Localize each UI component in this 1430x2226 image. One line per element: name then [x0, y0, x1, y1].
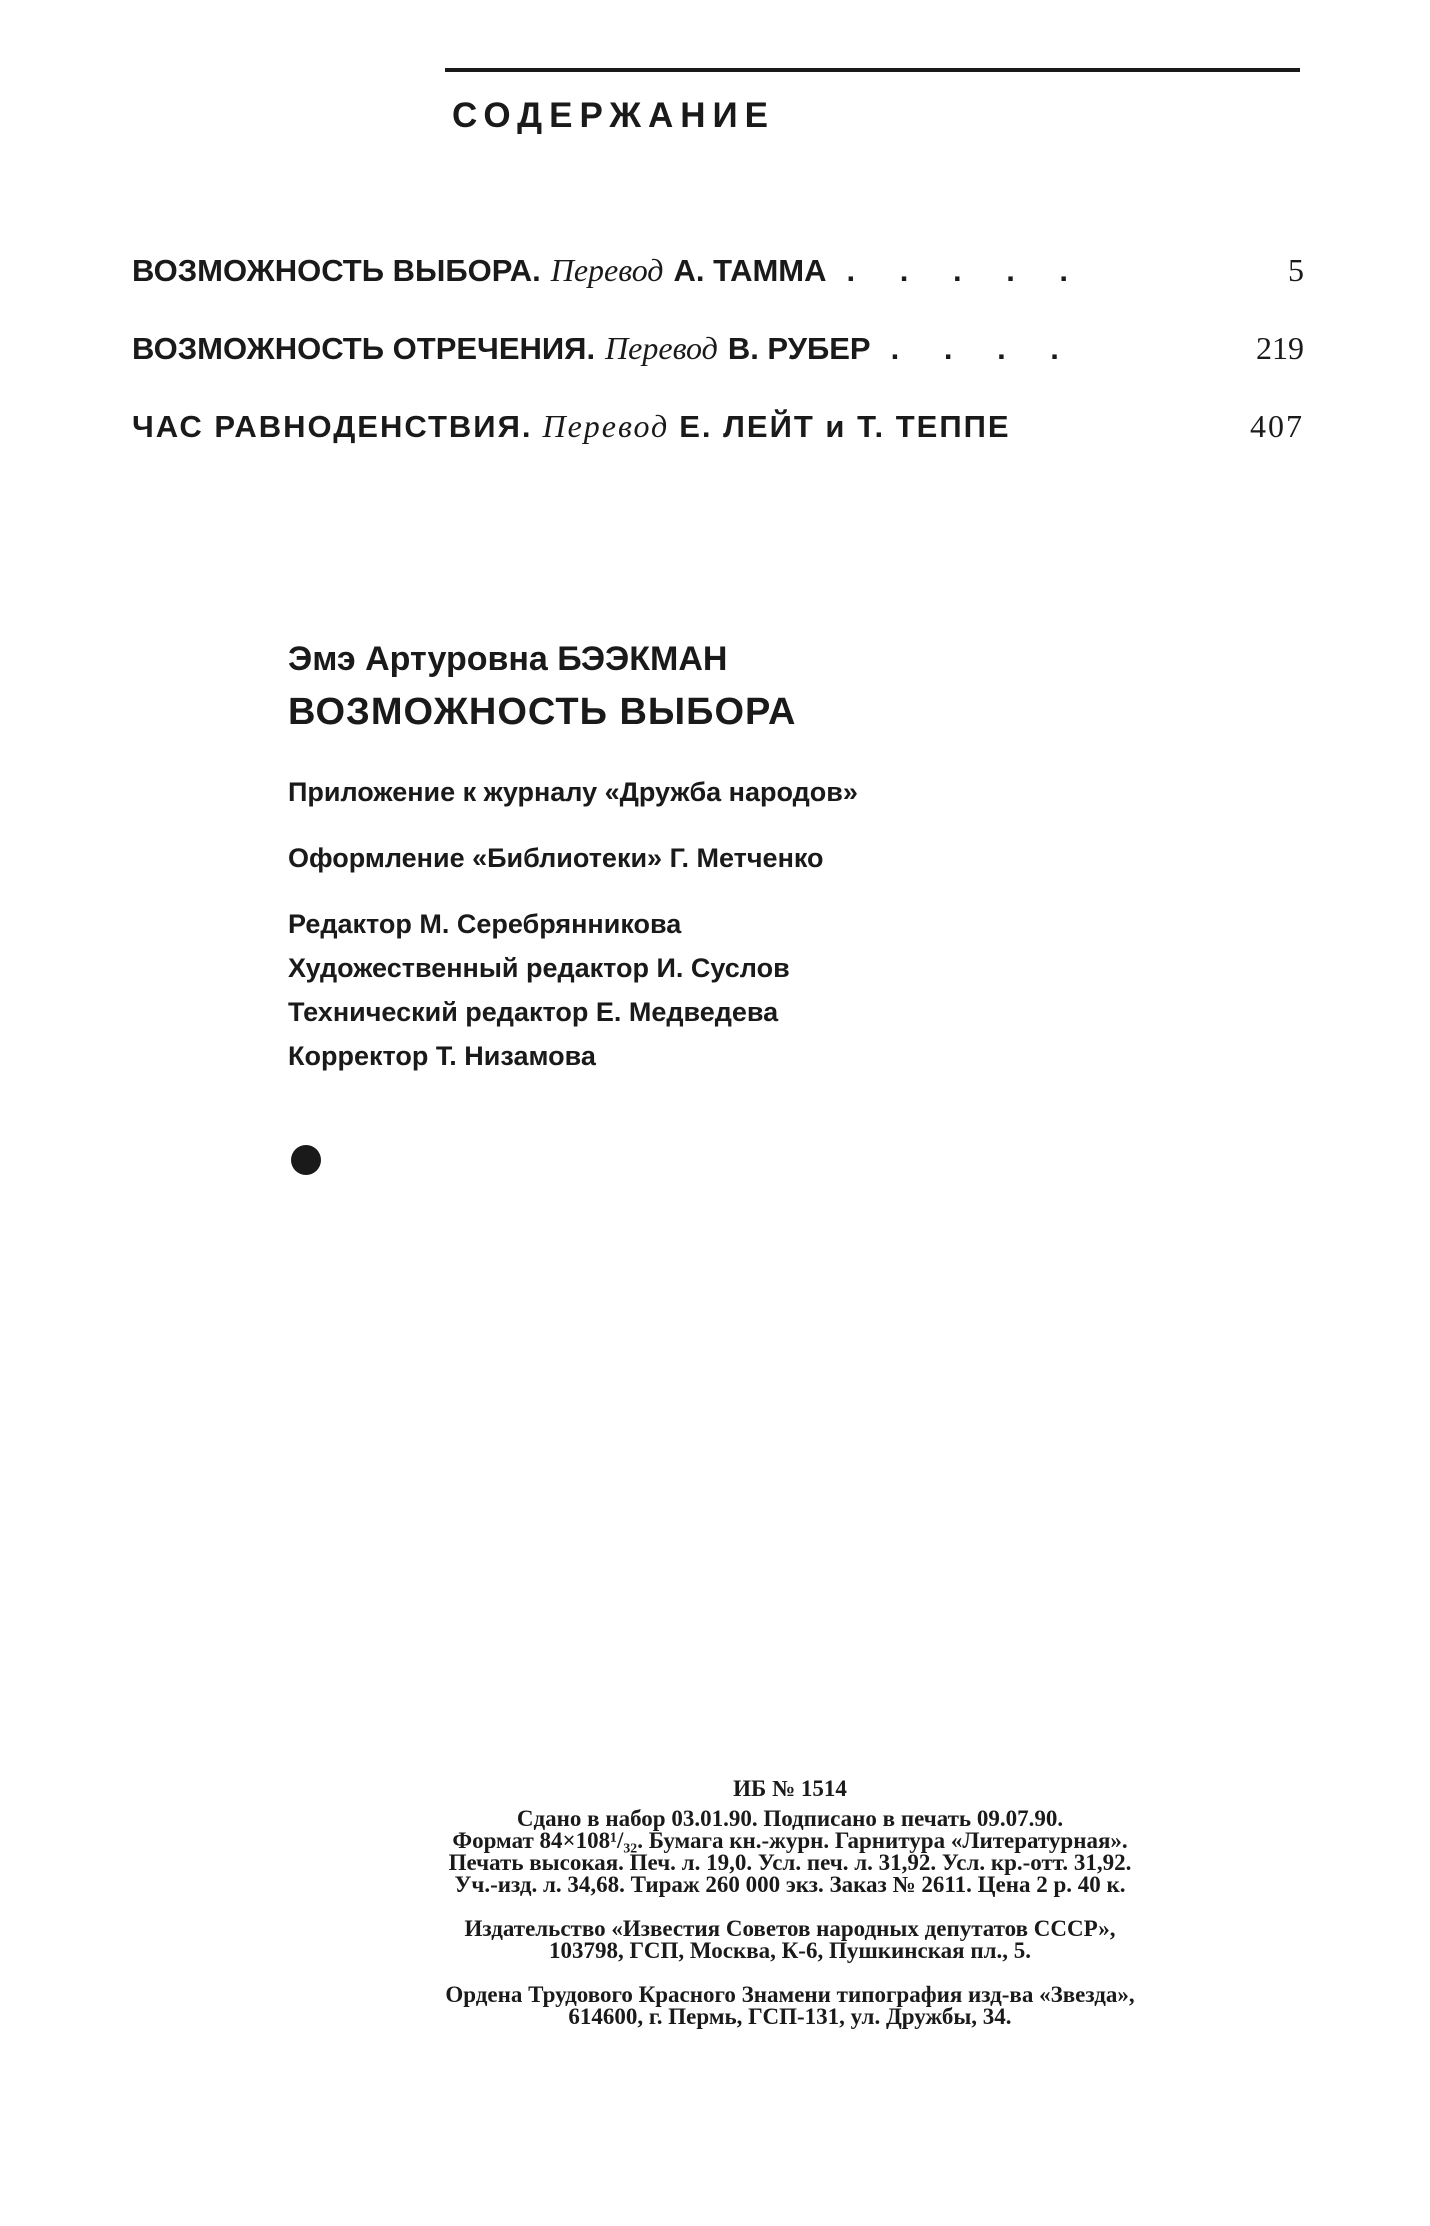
proofreader-credit: Корректор Т. Низамова [288, 1041, 596, 1071]
toc-leader-dots: . . . . . [846, 253, 1087, 288]
spacer [288, 814, 858, 836]
imprint-line: Сдано в набор 03.01.90. Подписано в печать 09.07.90. [516, 1806, 1064, 1831]
imprint-ib-number: ИБ № 1514 [733, 1776, 847, 1801]
toc-translator: В. РУБЕР [727, 331, 871, 366]
toc-entry-text [132, 330, 1234, 367]
imprint-line: Ордена Трудового Красного Знамени типография изд-ва «Звезда», [445, 1982, 1135, 2007]
spacer [288, 880, 858, 902]
toc-entry-title: ВОЗМОЖНОСТЬ ОТРЕЧЕНИЯ. [132, 331, 596, 366]
imprint-line: Издательство «Известия Советов народных депутатов СССР», [464, 1916, 1116, 1941]
imprint-production [270, 1808, 1310, 1896]
imprint-line: Формат 84×108¹/₃₂. Бумага кн.-журн. Гарнитура «Литературная». [452, 1828, 1128, 1853]
toc-page-number: 5 [1288, 252, 1304, 288]
toc-translation-label: Перевод [550, 252, 664, 288]
bullet-dot-icon [291, 1145, 321, 1175]
top-rule [445, 68, 1300, 72]
contents-heading: СОДЕРЖАНИЕ [452, 96, 776, 135]
toc-translator: А. ТАММА [673, 253, 827, 288]
imprint-publisher [270, 1918, 1310, 1962]
design-credit: Оформление «Библиотеки» Г. Метченко [288, 843, 824, 873]
book-credits [288, 640, 858, 1078]
toc-entry [132, 330, 1304, 408]
toc-entry-title: ВОЗМОЖНОСТЬ ВЫБОРА. [132, 253, 541, 288]
imprint-block [270, 1778, 1310, 2050]
imprint-line: Печать высокая. Печ. л. 19,0. Усл. печ. л. 31,92. Усл. кр.-отт. 31,92. [448, 1850, 1132, 1875]
imprint-line: 614600, г. Пермь, ГСП-131, ул. Дружбы, 34. [568, 2004, 1012, 2029]
toc-translation-label: Перевод [605, 330, 718, 366]
toc-leader-dots: . . . . [890, 331, 1077, 366]
toc-entry-title: ЧАС РАВНОДЕНСТВИЯ. [132, 409, 533, 444]
toc-entry [132, 252, 1304, 330]
imprint-line: Уч.-изд. л. 34,68. Тираж 260 000 экз. Заказ № 2611. Цена 2 р. 40 к. [454, 1872, 1126, 1897]
art-editor-credit: Художественный редактор И. Суслов [288, 953, 790, 983]
toc-translator: Е. ЛЕЙТ и Т. ТЕППЕ [679, 409, 1011, 444]
toc-translation-label: Перевод [542, 408, 670, 444]
toc-page-number: 407 [1250, 408, 1304, 444]
supplement-note: Приложение к журналу «Дружба народов» [288, 777, 858, 807]
imprint-printer [270, 1984, 1310, 2028]
editor-credit: Редактор М. Серебрянникова [288, 909, 682, 939]
imprint-line: 103798, ГСП, Москва, К-6, Пушкинская пл., 5. [549, 1938, 1031, 1963]
toc-entry [132, 408, 1304, 486]
toc-entry-text [132, 408, 1234, 445]
toc-page-number: 219 [1256, 330, 1304, 366]
author-name: Эмэ Артуровна БЭЭКМАН [288, 640, 728, 678]
table-of-contents [132, 252, 1304, 486]
tech-editor-credit: Технический редактор Е. Медведева [288, 997, 779, 1027]
book-title: ВОЗМОЖНОСТЬ ВЫБОРА [288, 691, 797, 733]
toc-entry-text [132, 252, 1234, 289]
